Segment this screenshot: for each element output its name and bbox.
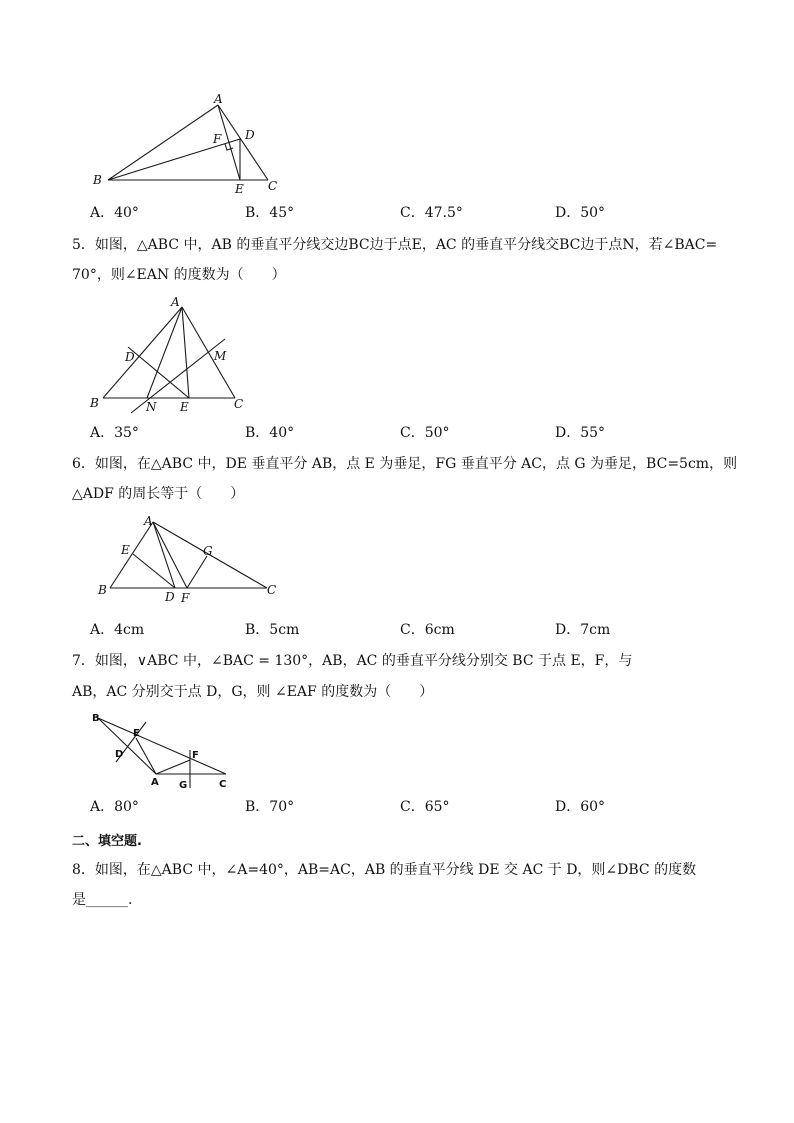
q6-segment-ad xyxy=(153,522,175,588)
q6-stem-line2: △ADF 的周长等于（ ） xyxy=(72,486,245,502)
q7-option-c[interactable]: C．65° xyxy=(400,799,450,815)
q6-label-f: F xyxy=(181,591,190,605)
q7-option-d[interactable]: D．60° xyxy=(555,799,606,815)
q7-segment-af xyxy=(156,760,190,774)
q6-label-d: D xyxy=(165,590,175,604)
q4-option-d[interactable]: D．50° xyxy=(555,205,606,221)
q4-segment-ac xyxy=(218,105,268,180)
q4-segment-ab xyxy=(108,105,218,180)
q4-label-f: F xyxy=(213,132,222,146)
q6-label-a: A xyxy=(144,514,153,528)
q6-label-g: G xyxy=(203,544,213,558)
q5-label-c: C xyxy=(234,397,244,411)
q5-label-e: E xyxy=(180,400,189,414)
q5-label-m: M xyxy=(214,349,227,363)
q7-label-a: A xyxy=(151,777,159,788)
q5-segment-ab xyxy=(103,307,182,398)
q6-segment-ed xyxy=(133,554,175,588)
q8-stem-line1: 8．如图，在△ABC 中，∠A=40°，AB=AC，AB 的垂直平分线 DE 交 AC 于 D，则∠DBC 的度数 xyxy=(72,862,697,878)
q7-option-a[interactable]: A．80° xyxy=(90,799,139,815)
q6-figure xyxy=(95,512,285,607)
q7-segment-bc xyxy=(98,718,226,774)
q5-label-d: D xyxy=(125,350,135,364)
q4-label-e: E xyxy=(235,182,244,196)
q7-label-g: G xyxy=(179,780,188,791)
q7-figure xyxy=(88,710,238,790)
q4-option-a[interactable]: A．40° xyxy=(90,205,139,221)
q5-figure xyxy=(85,295,255,415)
q6-label-e: E xyxy=(121,543,130,557)
q6-label-b: B xyxy=(98,583,107,597)
q6-stem-line1: 6．如图，在△ABC 中，DE 垂直平分 AB，点 E 为垂足，FG 垂直平分 AC，点 G 为垂足，BC=5cm，则 xyxy=(72,456,738,472)
q6-option-a[interactable]: A．4cm xyxy=(90,622,145,638)
q7-label-f: F xyxy=(192,750,199,761)
q4-figure xyxy=(88,92,288,200)
q4-right-angle-mark xyxy=(225,144,233,150)
q6-option-c[interactable]: C．6cm xyxy=(400,622,455,638)
q6-segment-ab xyxy=(110,522,153,588)
q5-option-b[interactable]: B．40° xyxy=(245,425,295,441)
q4-label-a: A xyxy=(214,92,223,106)
q5-bisector-ab xyxy=(128,347,189,398)
q5-option-d[interactable]: D．55° xyxy=(555,425,606,441)
section-title-fill-in: 二、填空题. xyxy=(72,834,142,849)
q5-stem-line1: 5．如图，△ABC 中，AB 的垂直平分线交边BC边于点E，AC 的垂直平分线交BC边于点N，若∠BAC= xyxy=(72,237,718,253)
q7-label-c: C xyxy=(219,779,227,790)
q7-segment-ab xyxy=(98,718,156,774)
q5-label-b: B xyxy=(90,396,99,410)
q5-stem-line2: 70°，则∠EAN 的度数为（ ） xyxy=(72,267,286,283)
q6-option-d[interactable]: D．7cm xyxy=(555,622,611,638)
q7-stem-line1: 7．如图，∨ABC 中，∠BAC = 130°，AB，AC 的垂直平分线分别交 BC 于点 E，F，与 xyxy=(72,653,633,669)
q6-segment-gf xyxy=(187,556,207,588)
q7-label-d: D xyxy=(115,749,124,760)
q5-label-a: A xyxy=(171,295,180,309)
q8-stem-line2: 是______. xyxy=(72,892,133,908)
q5-option-a[interactable]: A．35° xyxy=(90,425,139,441)
q5-label-n: N xyxy=(146,400,157,414)
q4-label-b: B xyxy=(93,173,102,187)
q7-label-b: B xyxy=(92,713,100,724)
q6-option-b[interactable]: B．5cm xyxy=(245,622,300,638)
q7-label-e: E xyxy=(133,728,140,739)
q7-segment-ae xyxy=(136,738,156,774)
q7-option-b[interactable]: B．70° xyxy=(245,799,295,815)
q5-segment-ae xyxy=(182,307,189,398)
q4-label-d: D xyxy=(245,128,255,142)
q7-stem-line2: AB，AC 分别交于点 D，G，则 ∠EAF 的度数为（ ） xyxy=(72,684,434,700)
q4-label-c: C xyxy=(268,179,278,193)
q6-label-c: C xyxy=(267,583,277,597)
q4-option-c[interactable]: C．47.5° xyxy=(400,205,463,221)
q5-option-c[interactable]: C．50° xyxy=(400,425,450,441)
q4-option-b[interactable]: B．45° xyxy=(245,205,295,221)
q5-segment-an xyxy=(147,307,182,398)
